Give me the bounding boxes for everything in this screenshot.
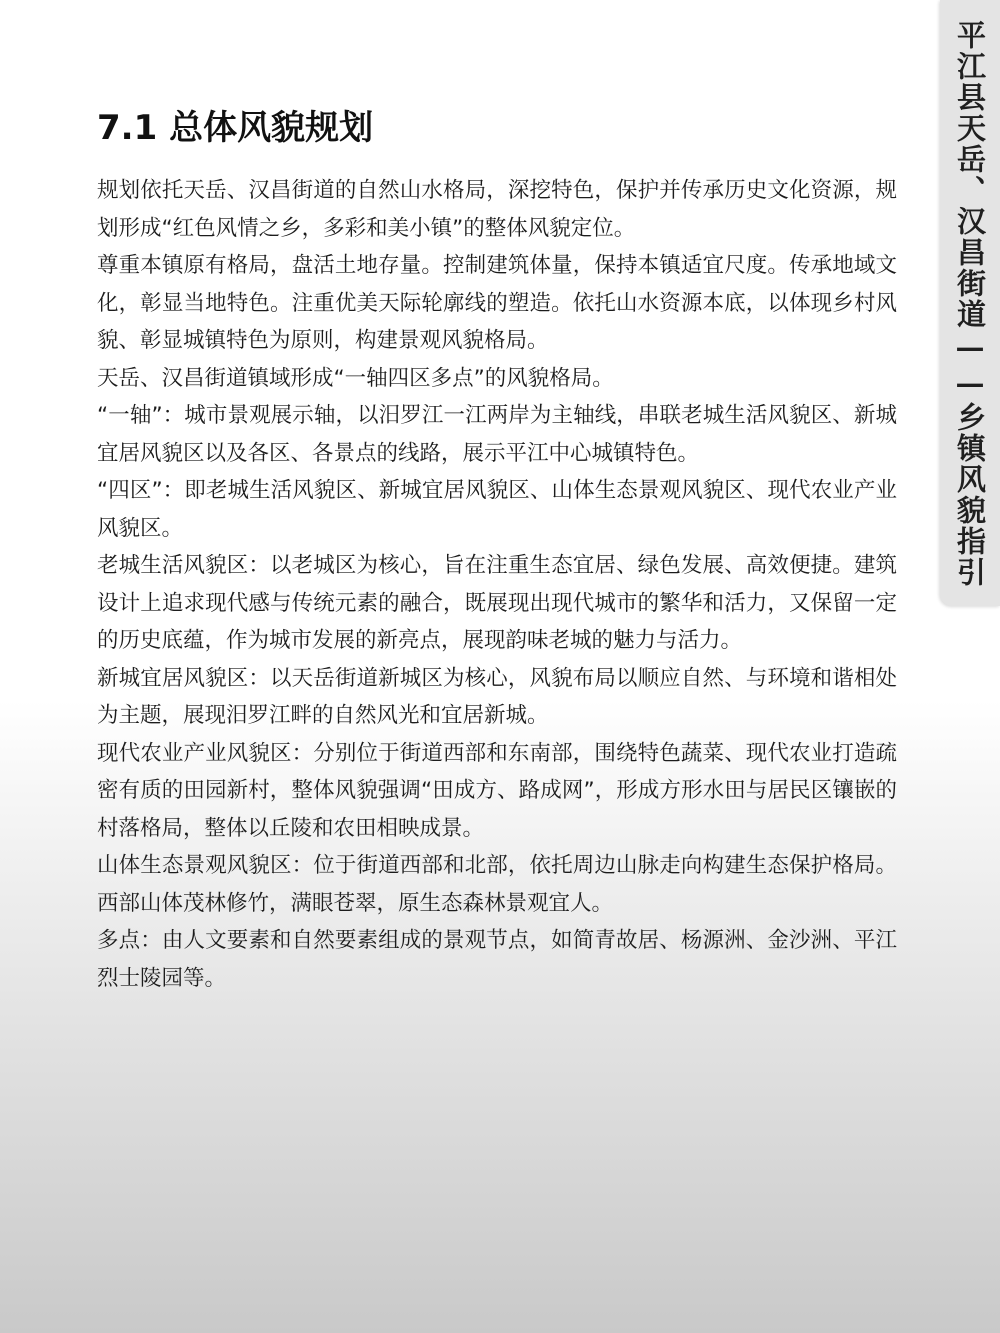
chapter-side-tab <box>940 0 1000 606</box>
section-title: 7.1 总体风貌规划 <box>97 108 374 148</box>
chapter-side-title: 平江县天岳、汉昌街道——乡镇风貌指引 <box>953 20 987 588</box>
paragraph-new-town-zone: 新城宜居风貌区：以天岳街道新城区为核心，风貌布局以顺应自然、与环境和谐相处为主题，展现汨罗江畔的自然风光和宜居新城。 <box>97 665 897 728</box>
paragraph-overview: 规划依托天岳、汉昌街道的自然山水格局，深挖特色，保护并传承历史文化资源，规划形成“红色风情之乡，多彩和美小镇”的整体风貌定位。 <box>97 178 897 241</box>
paragraph-one-axis: “一轴”：城市景观展示轴，以汨罗江一江两岸为主轴线，串联老城生活风貌区、新城宜居风貌区以及各区、各景点的线路，展示平江中心城镇特色。 <box>97 403 897 466</box>
paragraph-four-zones: “四区”：即老城生活风貌区、新城宜居风貌区、山体生态景观风貌区、现代农业产业风貌区。 <box>97 478 897 541</box>
main-content <box>97 102 897 997</box>
paragraph-pattern: 天岳、汉昌街道镇域形成“一轴四区多点”的风貌格局。 <box>97 365 614 391</box>
paragraph-old-town-zone: 老城生活风貌区：以老城区为核心，旨在注重生态宜居、绿色发展、高效便捷。建筑设计上追求现代感与传统元素的融合，既展现出现代城市的繁华和活力，又保留一定的历史底蕴，作为城市发展的新亮点，展现韵味老城的魅力与活力。 <box>97 553 897 653</box>
paragraph-agriculture-zone: 现代农业产业风貌区：分别位于街道西部和东南部，围绕特色蔬菜、现代农业打造疏密有质的田园新村，整体风貌强调“田成方、路成网”，形成方形水田与居民区镶嵌的村落格局，整体以丘陵和农田相映成景。 <box>97 740 897 841</box>
paragraph-multi-points: 多点：由人文要素和自然要素组成的景观节点，如简青故居、杨源洲、金沙洲、平江烈士陵园等。 <box>97 928 897 991</box>
paragraph-principles: 尊重本镇原有格局，盘活土地存量。控制建筑体量，保持本镇适宜尺度。传承地域文化，彰显当地特色。注重优美天际轮廓线的塑造。依托山水资源本底，以体现乡村风貌、彰显城镇特色为原则，构建景观风貌格局。 <box>97 253 897 353</box>
paragraph-mountain-zone: 山体生态景观风貌区：位于街道西部和北部，依托周边山脉走向构建生态保护格局。西部山体茂林修竹，满眼苍翠，原生态森林景观宜人。 <box>97 853 897 916</box>
